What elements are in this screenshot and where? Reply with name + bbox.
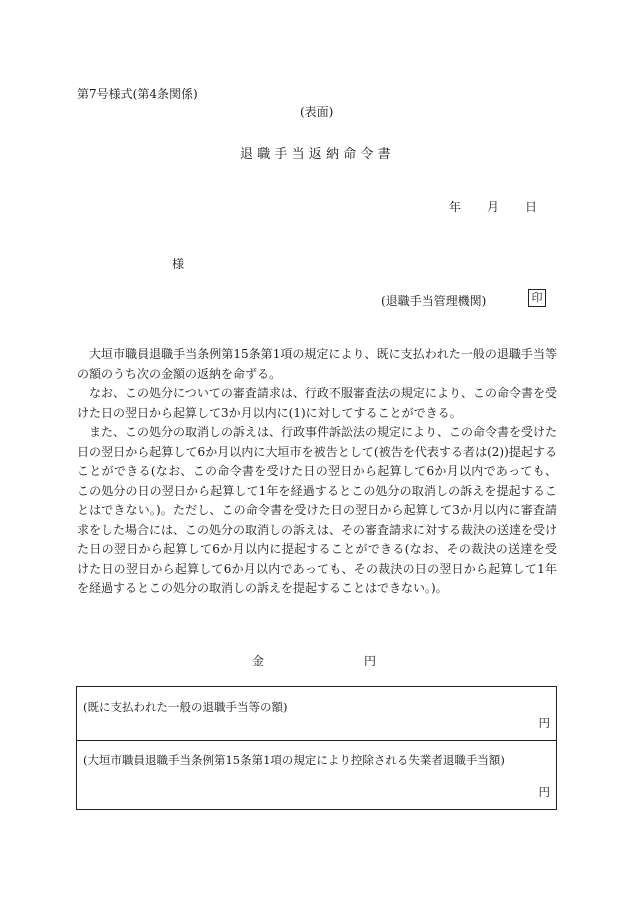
amount-line bbox=[252, 652, 376, 669]
date-line bbox=[449, 198, 537, 215]
amount-unit: 円 bbox=[364, 654, 377, 668]
paragraph-review-request: なお、この処分についての審査請求は、行政不服審査法の規定により、この命令書を受けた日の翌日から起算して3か月以内に(1)に対してすることができる。 bbox=[77, 386, 557, 420]
body-text bbox=[77, 345, 557, 599]
row-label: (大垣市職員退職手当条例第15条第1項の規定により控除される失業者退職手当額) bbox=[83, 753, 505, 767]
date-month: 月 bbox=[487, 200, 500, 214]
issuer-label: (退職手当管理機関) bbox=[381, 294, 487, 308]
seal-mark: 印 bbox=[528, 289, 546, 307]
form-number: 第7号様式(第4条関係) bbox=[77, 87, 198, 101]
date-year: 年 bbox=[449, 200, 462, 214]
row-label: (既に支払われた一般の退職手当等の額) bbox=[83, 700, 288, 714]
table-row bbox=[77, 687, 556, 741]
addressee-suffix: 様 bbox=[172, 257, 185, 271]
table-row bbox=[77, 740, 556, 809]
date-day: 日 bbox=[525, 200, 538, 214]
document-title: 退職手当返納命令書 bbox=[240, 147, 395, 162]
paragraph-order: 大垣市職員退職手当条例第15条第1項の規定により、既に支払われた一般の退職手当等の額のうち次の金額の返納を命ずる。 bbox=[77, 347, 557, 381]
row-unit: 円 bbox=[538, 716, 550, 730]
paragraph-lawsuit: また、この処分の取消しの訴えは、行政事件訴訟法の規定により、この命令書を受けた日の翌日から起算して6か月以内に大垣市を被告として(被告を代表する者は(2))提起することができる(なお、この命令書を受けた日の翌日から起算して6か月以内であっても、この処分の日の翌日から起算して1年を経過するとこの処分の取消しの訴えを提起することはできない。)。ただし、この命令書を受けた日の翌日から起算して3か月以内に審査請求をした場合には、この処分の取消しの訴えは、その審査請求に対する裁決の送達を受けた日の翌日から起算して6か月以内に提起することができる(なお、その裁決の送達を受けた日の翌日から起算して6か月以内であっても、その裁決の日の翌日から起算して1年を経過するとこの処分の取消しの訴えを提起することはできない。)。 bbox=[77, 425, 558, 595]
side-indicator: (表面) bbox=[300, 105, 334, 119]
amount-label: 金 bbox=[252, 654, 265, 668]
row-unit: 円 bbox=[538, 785, 550, 799]
breakdown-table bbox=[76, 686, 557, 810]
